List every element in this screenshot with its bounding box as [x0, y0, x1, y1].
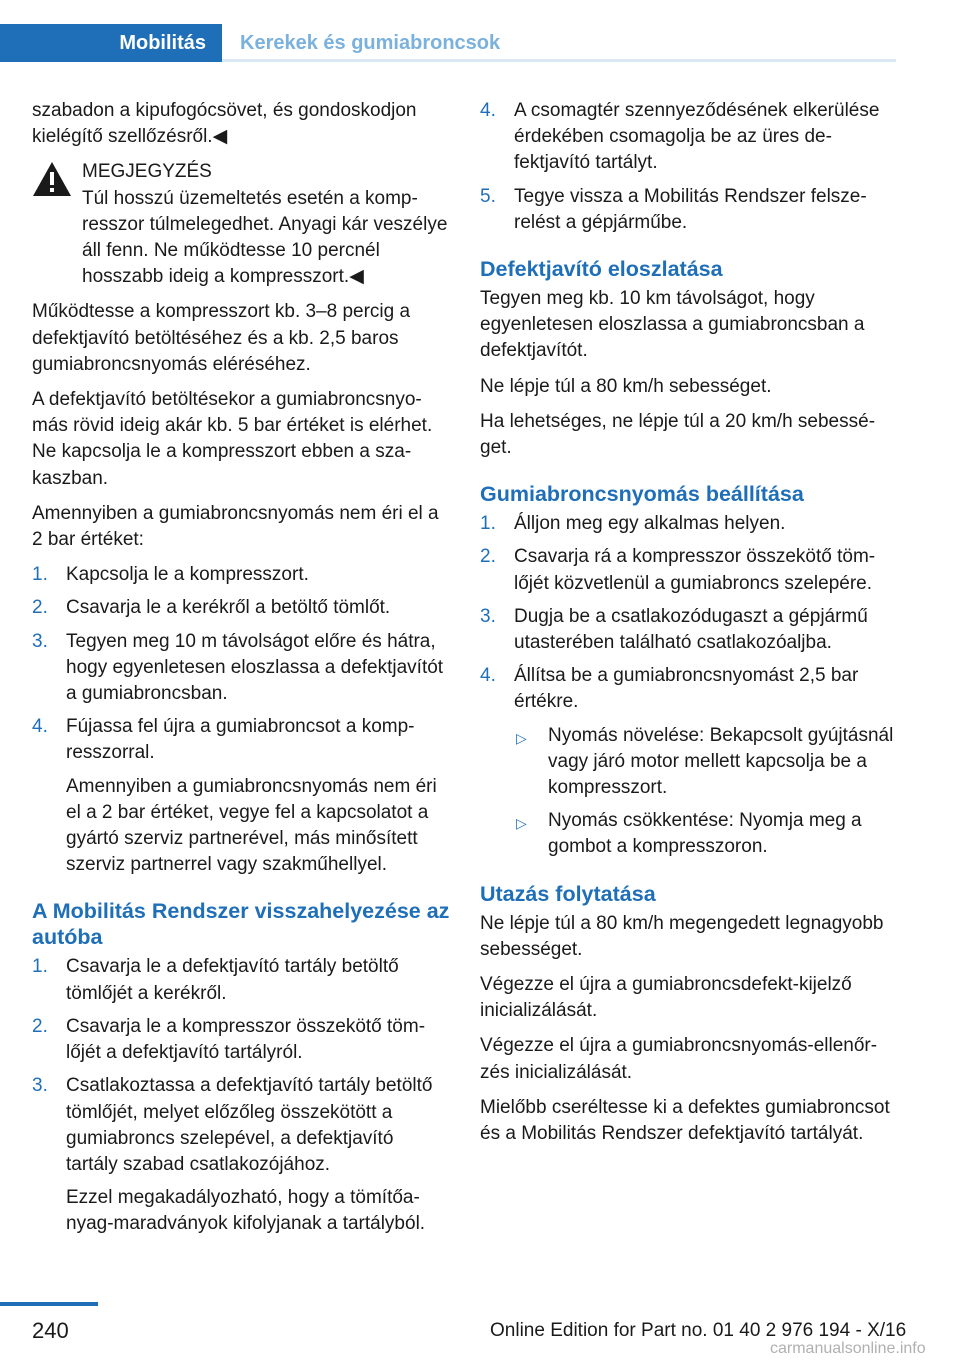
step-number: 2.	[480, 546, 496, 568]
warning-note	[32, 159, 450, 290]
watermark: carmanualsonline.info	[770, 1340, 926, 1357]
step-text: Állítsa be a gumiabroncsnyomást 2,5 bar értékre.	[514, 665, 859, 713]
list-item	[32, 1014, 450, 1066]
step-text: Kapcsolja le a kompresszort.	[66, 564, 309, 586]
section-heading-continue: Utazás folytatása	[480, 881, 656, 906]
step-text: A csomagtér szennyeződésének elkerülése érdekében csomagolja be az üres defektjavító tartályt.	[514, 100, 880, 174]
step-number: 3.	[480, 605, 496, 627]
step-number: 4.	[32, 716, 48, 738]
list-item	[32, 714, 450, 878]
step-text: Tegye vissza a Mobilitás Rendszer felszerelést a gépjárműbe.	[514, 185, 867, 233]
list-item	[32, 629, 450, 708]
list-item	[480, 604, 896, 656]
step-text: Fújassa fel újra a gumiabroncsot a kompresszorral.	[66, 716, 415, 764]
paragraph-speed-20: Ha lehetséges, ne lépje túl a 20 km/h sebességet.	[480, 410, 876, 459]
warning-text	[82, 186, 450, 291]
step-number: 1.	[480, 513, 496, 535]
section-heading-stowing: A Mobilitás Rendszer visszahelyezése az autóba	[32, 899, 450, 950]
list-item	[32, 1073, 450, 1237]
paragraph-pressure-peak: A defektjavító betöltésekor a gumiabroncsnyomás rövid ideig akár kb. 5 bar értéket is elérhet. Ne kapcsolja le a kompresszort ebben a szakaszban.	[32, 389, 433, 489]
paragraph-distance: Tegyen meg kb. 10 km távolságot, hogy egyenletesen eloszlassa a gumiabroncsban a defektjavítót.	[480, 288, 865, 362]
list-item	[514, 808, 896, 860]
step-number: 2.	[32, 597, 48, 619]
steps-low-pressure	[32, 562, 450, 878]
list-item	[480, 98, 896, 177]
steps-stowing-continued	[480, 98, 896, 236]
edition-text: Online Edition for Part no. 01 40 2 976 194 - X/16	[490, 1320, 907, 1341]
step-text: Dugja be a csatlakozódugaszt a gépjármű utasterében található csatlakozóaljba.	[514, 605, 868, 654]
list-item	[32, 562, 450, 588]
step-note: Amennyiben a gumiabroncsnyomás nem éri el a 2 bar értéket, vegye fel a kapcsolatot a gyártó szerviz partnerével, más minősített szerviz partnerrel vagy szakműhellyel.	[66, 775, 437, 876]
list-item	[480, 663, 896, 860]
paragraph-if-low: Amennyiben a gumiabroncsnyomás nem éri el a 2 bar értéket:	[32, 502, 439, 551]
intro-paragraph: szabadon a kipufogócsövet, és gondoskodjon kielégítő szellőzésről.◀	[32, 100, 417, 148]
step-number: 3.	[32, 1075, 48, 1097]
warning-text-body: Túl hosszú üzemeltetés esetén a kompresszor túlmelegedhet. Anyagi kár veszélye áll fenn. Ne működtesse 10 percnél hosszabb ideig a kompresszort.◀	[82, 187, 448, 288]
step-text: Álljon meg egy alkalmas helyen.	[514, 513, 786, 535]
pressure-bullets	[514, 723, 896, 861]
paragraph-operate: Működtesse a kompresszort kb. 3–8 percig a defektjavító betöltéséhez és a kb. 2,5 baros gumiabroncsnyomás eléréséhez.	[32, 301, 411, 375]
list-item	[514, 723, 896, 802]
step-text: Tegyen meg 10 m távolságot előre és hátra, hogy egyenletesen eloszlassa a defektjavítót a gumiabroncsban.	[66, 630, 444, 705]
section-tab-mobilitas: Mobilitás	[0, 24, 222, 62]
right-column	[480, 98, 896, 1156]
paragraph-speed-80: Ne lépje túl a 80 km/h sebességet.	[480, 375, 772, 397]
warning-title: MEGJEGYZÉS	[82, 161, 212, 183]
step-number: 2.	[32, 1015, 48, 1037]
list-item	[480, 184, 896, 236]
paragraph-max-speed: Ne lépje túl a 80 km/h megengedett legnagyobb sebességet.	[480, 912, 884, 960]
left-column	[32, 98, 450, 1247]
bullet-text: Nyomás növelése: Bekapcsolt gyújtásnál vagy járó motor mellett kapcsolja be a kompresszort.	[548, 724, 894, 799]
step-number: 4.	[480, 665, 496, 687]
step-number: 1.	[32, 956, 48, 978]
list-item	[32, 595, 450, 621]
triangle-bullet-icon: ▷	[516, 729, 527, 746]
section-heading-pressure-adjust: Gumiabroncsnyomás beállítása	[480, 482, 804, 507]
paragraph-replace: Mielőbb cseréltesse ki a defektes gumiabroncsot és a Mobilitás Rendszer defektjavító tartályát.	[480, 1096, 890, 1145]
list-item	[32, 954, 450, 1006]
header-underline	[222, 59, 896, 62]
step-note: Ezzel megakadályozható, hogy a tömítőanyag-maradványok kifolyjanak a tartályból.	[66, 1187, 426, 1235]
steps-stowing	[32, 954, 450, 1237]
page-header	[0, 0, 896, 62]
step-number: 1.	[32, 564, 48, 586]
step-text: Csavarja le a defektjavító tartály betöltő tömlőjét a kerékről.	[66, 956, 399, 1004]
paragraph-reinit-flat-tire: Végezze el újra a gumiabroncsdefekt-kijelző inicializálását.	[480, 974, 852, 1022]
list-item	[480, 544, 896, 596]
page-number: 240	[32, 1318, 69, 1343]
step-text: Csavarja rá a kompresszor összekötő tömlőjét közvetlenül a gumiabroncs szelepére.	[514, 546, 876, 594]
triangle-bullet-icon: ▷	[516, 815, 527, 832]
warning-triangle-icon	[32, 161, 72, 197]
step-text: Csavarja le a kompresszor összekötő tömlőjét a defektjavító tartályról.	[66, 1015, 426, 1064]
section-heading-distribution: Defektjavító eloszlatása	[480, 257, 723, 282]
list-item	[480, 511, 896, 537]
footer-accent-line	[0, 1302, 98, 1306]
steps-pressure-adjust	[480, 511, 896, 860]
step-text: Csavarja le a kerékről a betöltő tömlőt.	[66, 597, 391, 619]
step-number: 4.	[480, 100, 496, 121]
step-number: 5.	[480, 185, 496, 207]
paragraph-reinit-pressure: Végezze el újra a gumiabroncsnyomás-ellenőrzés inicializálását.	[480, 1035, 878, 1083]
chapter-tab-wheels-tires: Kerekek és gumiabroncsok	[222, 24, 896, 62]
step-text: Csatlakoztassa a defektjavító tartály betöltő tömlőjét, melyet előzőleg összekötött a gumiabroncs szelepével, a defektjavító tartály szabad csatlakozójához.	[66, 1075, 433, 1175]
step-number: 3.	[32, 630, 48, 652]
bullet-text: Nyomás csökkentése: Nyomja meg a gombot a kompresszoron.	[548, 810, 862, 858]
